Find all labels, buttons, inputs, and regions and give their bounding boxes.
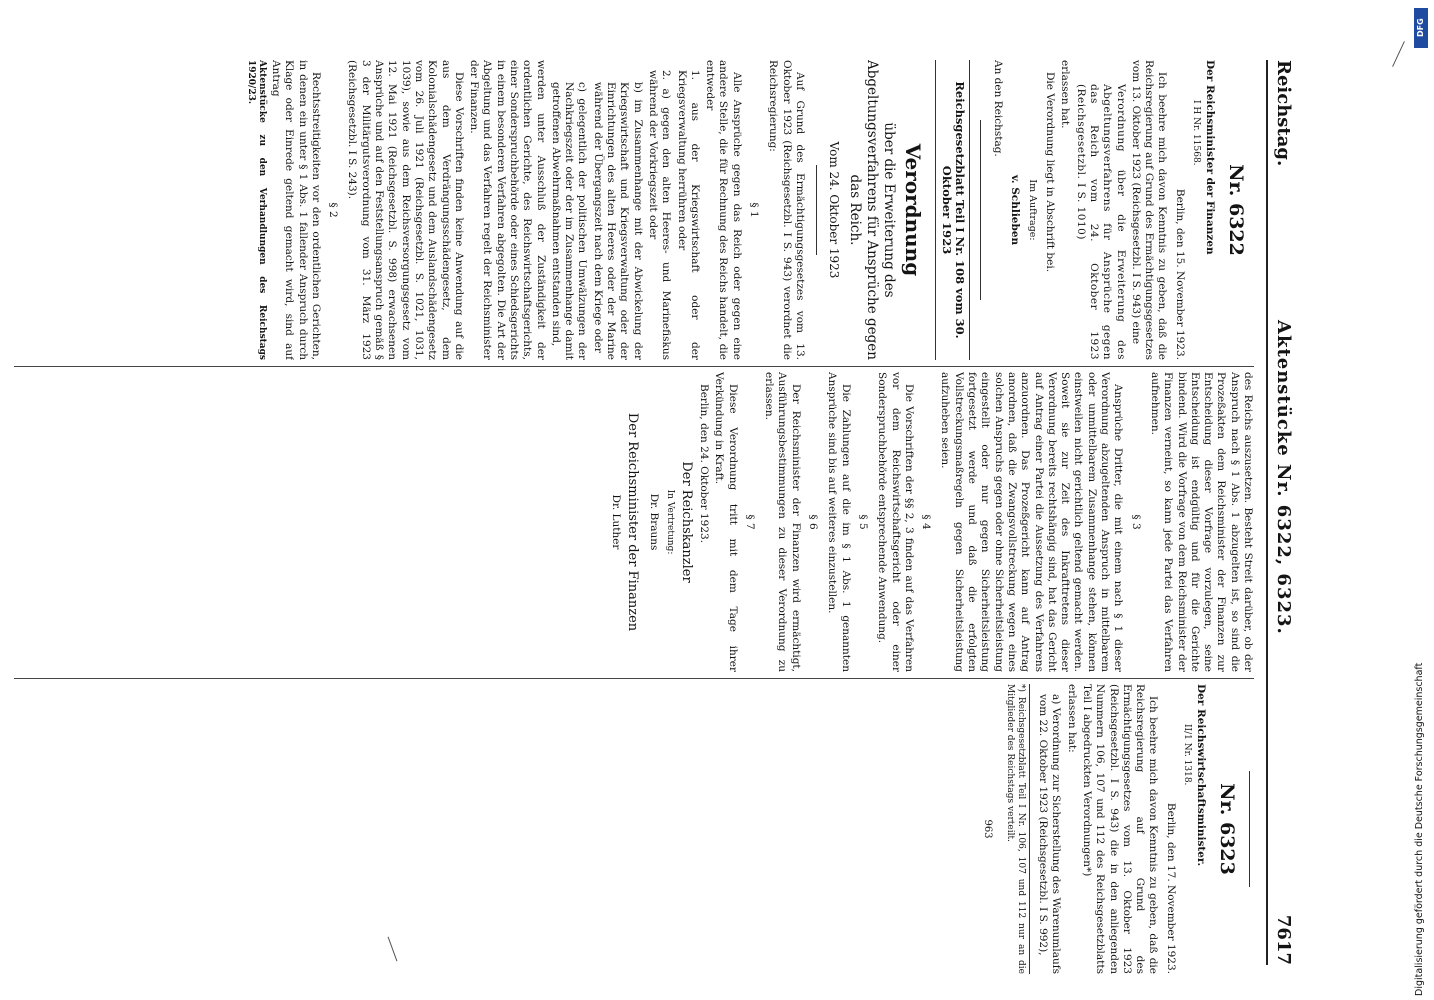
paragraph: Die Verordnung liegt in Abschrift bei.	[1044, 72, 1057, 273]
signature-line: Im Auftrage:	[1026, 179, 1038, 241]
column-2	[4, 372, 1254, 672]
section-heading: § 7	[743, 514, 756, 530]
digitization-credit: Digitalisierung gefördert durch die Deutsche Forschungsgemeinschaft	[1414, 662, 1425, 996]
list-item: b) im Zusammenhange mit der Abwickelung der Kriegswirtschaft und Kriegsverwaltung oder der Einrichtungen des alten Heeres oder der Marine während der Übergangszeit nach dem Kriege oder	[591, 82, 644, 360]
place-date: Berlin, den 17. November 1923.	[1164, 802, 1177, 974]
signature-line: In Vertretung:	[665, 489, 676, 555]
list-item: a) Verordnung zur Sicherstellung des Warenumlaufs vom 22. Oktober 1923 (Reichsgesetzbl. I S. 992),	[1037, 694, 1063, 974]
section-heading: § 4	[920, 514, 933, 530]
column-3	[4, 684, 1254, 974]
divider	[980, 120, 981, 300]
paragraph: Diese Verordnung tritt mit dem Tage ihrer Verkündung in Kraft.	[713, 372, 739, 672]
paragraph: Der Reichsminister der Finanzen wird ermächtigt, Ausführungsbestimmungen zu dieser Verordnung zu erlassen.	[763, 372, 802, 672]
signature-title: Der Reichsminister der Finanzen	[625, 412, 641, 632]
paragraph: Die Zahlungen auf die im § 1 Abs. 1 genannten Ansprüche sind bis auf weiteres einzustellen.	[826, 372, 852, 672]
section-heading: § 3	[1129, 514, 1142, 530]
paragraph: werden unter Ausschluß der Zuständigkeit der ordentlichen Gerichte, des Reichswirtschaftsgerichts, einer Sonderspruchbehörde oder eines Schiedsgerichts in einem besonderen Verfahren abgegolten. Die Art der Abgeltung und das Verfahren regelt der Reichsminister der Finanzen.	[468, 60, 547, 360]
place-date: Berlin, den 24. Oktober 1923.	[698, 384, 711, 544]
signature-title: Der Reichskanzler	[678, 461, 694, 583]
paragraph: Ich beehre mich davon Kenntnis zu geben, daß die Reichsregierung auf Grund des Ermächtigungsgesetzes vom 13. Oktober 1923 (Reichsgesetzbl. I S. 943) eine	[1129, 60, 1169, 360]
document-number: Nr. 6323	[1216, 783, 1238, 875]
paragraph: Alle Ansprüche gegen das Reich oder gegen eine andere Stelle, die für Rechnung des Reichs handelt, die entweder	[704, 60, 743, 360]
divider	[816, 165, 817, 255]
dfg-logo	[1414, 8, 1428, 48]
header-title: Aktenstücke Nr. 6322, 6323.	[1273, 320, 1294, 635]
reference: II/1 Nr. 1318.	[1181, 724, 1192, 786]
signature-name: Dr. Brauns	[648, 493, 661, 551]
paragraph: des Reichs auszusetzen. Besteht Streit darüber, ob der Anspruch nach § 1 Abs. 1 abzugelten ist, so sind die Prozeßakten dem Reichsminister der Finanzen zur Entscheidung dieser Vorfrage vorzulegen, seine Entscheidung ist endgültig und für die Gerichte bindend. Wird die Vorfrage von dem Reichsminister der Finanzen verneint, so kann jede Partei das Verfahren aufnehmen.	[1148, 372, 1254, 672]
paragraph: Verordnung über die Erweiterung des Abgeltungsverfahrens für Ansprüche gegen das Reich vom 24. Oktober 1923 (Reichsgesetzbl. I S. 1010)	[1074, 84, 1127, 360]
sheet-number: 963	[981, 819, 993, 839]
header-left: Reichstag.	[1273, 60, 1294, 167]
reference: I H Nr. 11568.	[1190, 100, 1201, 166]
footnote: *) Reichsgesetzblatt Teil I Nr. 106, 107 und 112 nur an die Mitglieder des Reichstags verteilt.	[1004, 684, 1030, 974]
ordinance-date: Vom 24. Oktober 1923	[827, 141, 842, 279]
running-header	[1266, 60, 1300, 965]
ordinance-subtitle: über die Erweiterung des Abgeltungsverfahrens für Ansprüche gegen das Reich.	[847, 60, 898, 360]
sender: Der Reichswirtschaftsminister.	[1195, 684, 1207, 867]
column-1	[4, 60, 1254, 360]
page-number: 7617	[1273, 914, 1294, 965]
list-item: c) gelegentlich der politischen Umwälzungen der Nachkriegszeit oder der im Zusammenhange damit getroffenen Abwehrmaßnahmen entstanden sind,	[549, 82, 589, 360]
list-item: 1. aus der Kriegswirtschaft oder der Kriegsverwaltung herrühren oder	[675, 70, 701, 360]
paragraph: Ich beehre mich davon Kenntnis zu geben, daß die Reichsregierung auf Grund des Ermächtigungsgesetzes vom 13. Oktober 1923 (Reichsgesetzbl. I S. 943) die in den anliegenden Nummern 106, 107 und 112 des Reichsgesetzblatts Teil I abgedruckten Verordnungen*)	[1080, 684, 1160, 974]
paragraph: Auf Grund des Ermächtigungsgesetzes vom 13. Oktober 1923 (Reichsgesetzbl. I S. 943) verordnet die Reichsregierung:	[767, 60, 806, 360]
sender: Der Reichsminister der Finanzen	[1204, 60, 1216, 255]
column-rule	[14, 678, 1254, 679]
signature-name: v. Schlieben	[1009, 174, 1022, 246]
dfg-logo-text: DFG	[1414, 8, 1428, 48]
paragraph: erlassen hat.	[1059, 60, 1072, 129]
document-number: Nr. 6322	[1225, 164, 1247, 256]
section-heading: § 5	[856, 514, 869, 530]
signature-name: Dr. Luther	[609, 494, 622, 550]
place-date: Berlin, den 15. November 1923.	[1173, 188, 1186, 360]
ordinance-title: Verordnung	[901, 143, 926, 277]
paragraph: erlassen hat:	[1065, 684, 1078, 753]
section-heading: § 2	[327, 202, 340, 218]
column-rule	[14, 366, 1254, 367]
paragraph: Ansprüche Dritter, die mit einem nach § 1 dieser Verordnung abzugeltenden Anspruch in mittelbarem oder unmittelbarem Zusammenhange stehen, können einstweilen nicht gerichtlich geltend gemacht werden. Soweit sie zur Zeit des Inkrafttretens dieser Verordnung bereits rechtshängig sind, hat das Gericht auf Antrag einer Partei die Aussetzung des Verfahrens anzuordnen. Das Prozeßgericht kann auf Antrag anordnen, daß die Zwangsvollstreckung wegen eines solchen Anspruchs gegen oder ohne Sicherheitsleistung eingestellt oder nur gegen Sicherheitsleistung fortgesetzt werde und daß die erfolgten Vollstreckungsmaßregeln gegen Sicherheitsleistung aufzuheben seien.	[939, 372, 1125, 672]
paragraph: Die Vorschriften der §§ 2, 3 finden auf das Verfahren vor dem Reichswirtschaftsgericht oder einer Sonderspruchbehörde entsprechende Anwendung.	[876, 372, 915, 672]
section-heading: § 1	[748, 202, 761, 218]
section-heading: § 6	[807, 514, 820, 530]
paragraph: Rechtsstreitigkeiten vor den ordentlichen Gerichten, in denen ein unter § 1 Abs. 1 fallender Anspruch durch Klage oder Einrede geltend gemacht wird, sind auf Antrag	[269, 60, 322, 360]
footer-note: Aktenstücke zu den Verhandlungen des Reichstags 1920/23.	[245, 60, 267, 360]
list-item: 2. a) gegen den alten Heeres- und Marinefiskus während der Vorkriegszeit oder	[646, 70, 673, 360]
paragraph: Diese Vorschriften finden keine Anwendung auf die aus dem Verdrängungsschädengesetz, dem Kolonialschädengesetz und dem Auslandschädengesetz vom 26. Juli 1921 (Reichsgesetzbl. S. 1021, 1031, 1039), sowie aus dem Reichsversorgungsgesetz vom 12. Mai 1921 (Reichsgesetzbl. S. 998) erwachsenen Ansprüche und auf den Feststellungsanspruch gemäß § 3 der Militärgutsverordnung vom 31. März 1923 (Reichsgesetzbl. I S. 243).	[346, 60, 465, 360]
gazette-reference: Reichsgesetzblatt Teil I Nr. 108 vom 30. Oktober 1923	[935, 60, 970, 360]
divider	[1249, 771, 1250, 887]
pen-mark	[1392, 41, 1405, 67]
addressee: An den Reichstag.	[992, 60, 1005, 157]
